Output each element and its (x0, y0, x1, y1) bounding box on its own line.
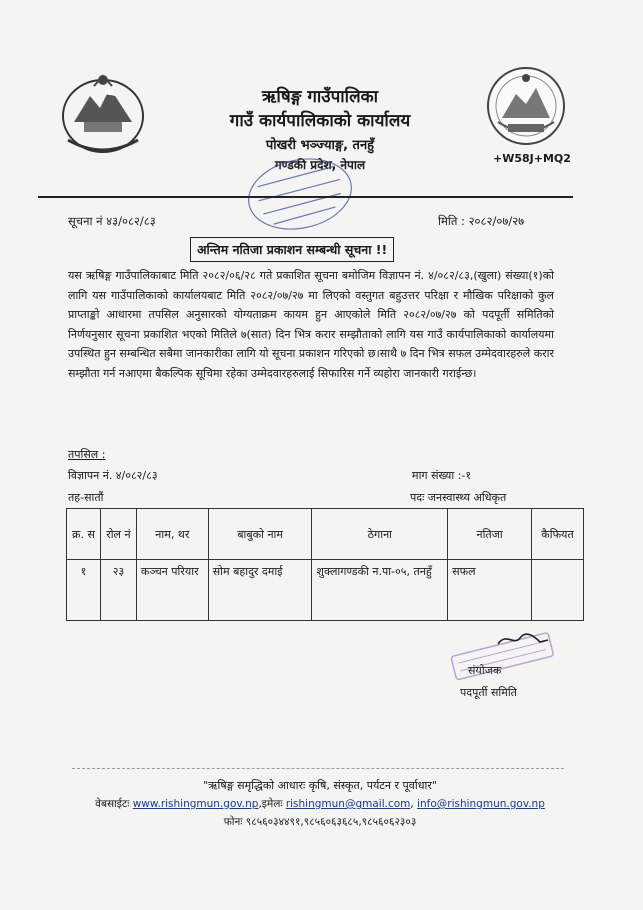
email-link-2[interactable]: info@rishingmun.gov.np (417, 798, 545, 810)
cell-address: शुक्लागण्डकी न.पा-०५, तनहुँ (312, 560, 448, 621)
cell-result: सफल (448, 560, 532, 621)
post-name: पदः जनस्वास्थ्य अधिकृत (410, 491, 507, 504)
office-location: पोखरी भञ्ज्याङ्ग, तनहुँ (265, 138, 375, 153)
col-header-sn: क्र. स (67, 509, 101, 560)
cell-roll: २३ (100, 560, 136, 621)
col-header-result: नतिजा (448, 509, 532, 560)
notice-body: यस ऋषिङ्ग गाउँपालिकाबाट मिति २०८२/०६/२८ गते प्रकाशित सूचना बमोजिम विज्ञापन नं. ४/०८२/८३,(खुला) संख्या(१)को लागि यस गाउँपालिकाको कार्यालयबाट मिति २०८२/०७/२७ मा लिएको वस्तुगत बहुउत्तर परिक्षा र मौखिक परिक्षाको कुल प्राप्ताङ्को आधारमा तपसिल अनुसारको योग्यताक्रम कायम हुन आएकोले मिति २०८२/०७/२७ को पदपूर्ती समितिको निर्णयनुसार सूचना प्रकाशित भएको मितिले ७(सात) दिन भित्र करार सम्झौताको लागि यस गाउँ कार्यपालिकाको कार्यालयमा उपस्थित हुन सम्बन्धित सबैमा जानकारीका लागि यो सूचना प्रकाशन गरिएको छ।साथै ७ दिन भित्र सफल उम्मेदवारहरुले करार सम्झौता गर्न नआएमा बैकल्पिक सूचिमा रहेका उम्मेदवारहरुलाई सिफारिस गर्ने व्यहोरा जानकारी गराईन्छ। (68, 269, 554, 380)
footer-motto: "ऋषिङ्ग समृद्धिको आधारः कृषि, संस्कृत, पर्यटन र पूर्वाधार" (203, 779, 437, 792)
signature-stamp (448, 630, 558, 680)
email-label: ,इमेलः (258, 798, 283, 810)
post-level: तह-सातौं (68, 491, 104, 504)
table-row (67, 560, 584, 621)
signatory-role: संयोजक (468, 664, 502, 677)
website-label: वेबसाईटः (95, 798, 130, 810)
cell-sn: १ (67, 560, 101, 621)
notice-date: मिति : २०८२/०७/२७ (438, 214, 525, 228)
advert-number: विज्ञापन नं. ४/०८२/८३ (68, 469, 158, 482)
cell-remarks (532, 560, 584, 621)
rishing-municipality-logo (478, 60, 574, 150)
header-divider (38, 196, 573, 198)
email-link-1[interactable]: rishingmun@gmail.com (285, 798, 411, 810)
office-stamp (240, 148, 360, 240)
notice-number: सूचना नं ४३/०८२/८३ (68, 214, 156, 228)
office-name: गाउँ कार्यपालिकाको कार्यालय (229, 111, 411, 131)
results-table (66, 508, 584, 621)
col-header-name: नाम, थर (136, 509, 208, 560)
col-header-father: बाबुको नाम (208, 509, 312, 560)
footer-phone: फोनः ९८५६०३४४९१,९८५६०६३६८५,९८५६०६२३०३ (223, 816, 417, 828)
footer-contacts: वेबसाईटः www.rishingmun.gov.np,इमेलः rishingmun@gmail.com, info@rishingmun.gov.np (95, 798, 545, 810)
col-header-remarks: कैफियत (532, 509, 584, 560)
col-header-roll: रोल नं (100, 509, 136, 560)
footer-divider (72, 768, 564, 769)
table-header-row (67, 509, 584, 560)
demand-count: माग संख्या :-१ (412, 469, 472, 482)
nepal-emblem-logo (54, 70, 152, 156)
cell-father: सोम बहादुर दमाई (208, 560, 312, 621)
website-link[interactable]: www.rishingmun.gov.np (132, 798, 259, 810)
plus-code: +W58J+MQ2 (493, 152, 571, 165)
details-heading: तपसिल : (68, 448, 106, 461)
cell-name: कञ्चन परियार (136, 560, 208, 621)
notice-title: अन्तिम नतिजा प्रकाशन सम्बन्धी सूचना !! (190, 237, 394, 262)
signatory-committee: पदपूर्ती समिति (460, 686, 517, 699)
municipality-name: ऋषिङ्ग गाउँपालिका (261, 87, 379, 107)
col-header-address: ठेगाना (312, 509, 448, 560)
province-name: गण्डकी प्रदेश, नेपाल (274, 158, 366, 172)
